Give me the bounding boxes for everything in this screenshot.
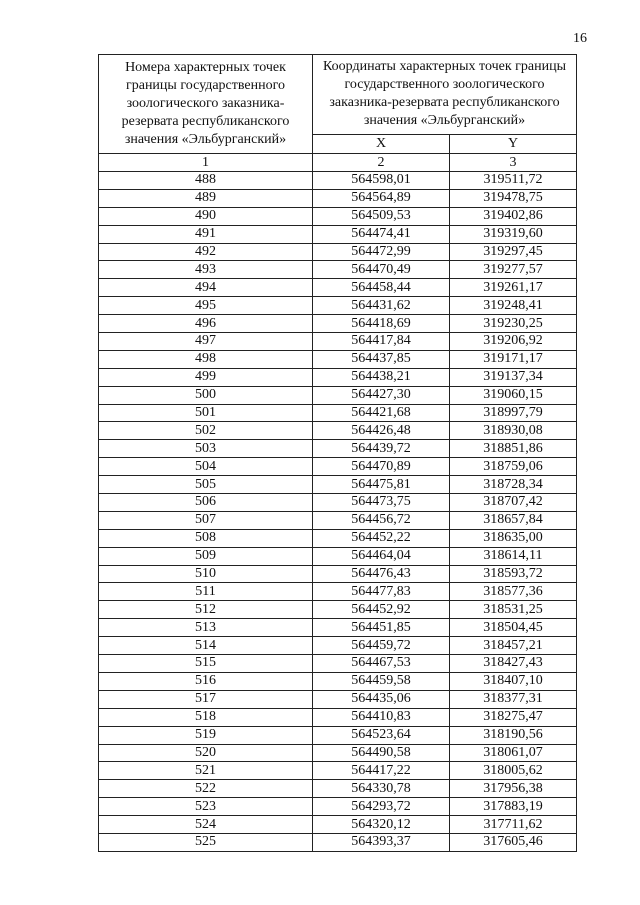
- point-number-cell: 497: [99, 333, 313, 351]
- x-coordinate-cell: 564523,64: [313, 726, 450, 744]
- table-row: [99, 422, 577, 440]
- y-coordinate-cell: 319137,34: [450, 368, 577, 386]
- table-row: [99, 297, 577, 315]
- table-row: [99, 565, 577, 583]
- table-row: [99, 458, 577, 476]
- x-coordinate-cell: 564417,22: [313, 762, 450, 780]
- point-number-cell: 504: [99, 458, 313, 476]
- y-coordinate-cell: 318851,86: [450, 440, 577, 458]
- point-number-cell: 493: [99, 261, 313, 279]
- x-coordinate-cell: 564470,49: [313, 261, 450, 279]
- table-row: [99, 368, 577, 386]
- y-coordinate-cell: 319206,92: [450, 333, 577, 351]
- y-coordinate-cell: 319230,25: [450, 315, 577, 333]
- point-number-cell: 518: [99, 708, 313, 726]
- point-number-cell: 489: [99, 189, 313, 207]
- x-coordinate-cell: 564470,89: [313, 458, 450, 476]
- x-coordinate-cell: 564598,01: [313, 172, 450, 190]
- table-row: [99, 744, 577, 762]
- point-number-cell: 520: [99, 744, 313, 762]
- table-row: [99, 494, 577, 512]
- y-coordinate-cell: 319319,60: [450, 225, 577, 243]
- table-row: [99, 243, 577, 261]
- y-coordinate-cell: 318577,36: [450, 583, 577, 601]
- y-coordinate-cell: 318427,43: [450, 655, 577, 673]
- x-coordinate-cell: 564410,83: [313, 708, 450, 726]
- point-number-cell: 500: [99, 386, 313, 404]
- table-row: [99, 708, 577, 726]
- y-coordinate-cell: 318593,72: [450, 565, 577, 583]
- y-coordinate-cell: 319478,75: [450, 189, 577, 207]
- y-coordinate-cell: 318997,79: [450, 404, 577, 422]
- point-number-cell: 491: [99, 225, 313, 243]
- point-number-cell: 521: [99, 762, 313, 780]
- point-number-cell: 515: [99, 655, 313, 673]
- table-row: [99, 655, 577, 673]
- table-row: [99, 690, 577, 708]
- table-row: [99, 404, 577, 422]
- x-coordinate-cell: 564435,06: [313, 690, 450, 708]
- point-number-cell: 495: [99, 297, 313, 315]
- point-number-cell: 513: [99, 619, 313, 637]
- y-coordinate-cell: 319171,17: [450, 350, 577, 368]
- table-body: [99, 172, 577, 852]
- point-number-cell: 505: [99, 476, 313, 494]
- point-number-cell: 503: [99, 440, 313, 458]
- point-number-cell: 499: [99, 368, 313, 386]
- x-coordinate-cell: 564473,75: [313, 494, 450, 512]
- point-number-header: Номера характерных точек границы государственного зоологического заказника-резервата республиканского значения «Эльбурганский»: [99, 55, 313, 154]
- y-coordinate-cell: 319402,86: [450, 207, 577, 225]
- y-coordinate-cell: 317883,19: [450, 798, 577, 816]
- y-coordinate-cell: 319511,72: [450, 172, 577, 190]
- point-number-cell: 498: [99, 350, 313, 368]
- point-number-cell: 502: [99, 422, 313, 440]
- x-coordinate-cell: 564467,53: [313, 655, 450, 673]
- y-coordinate-cell: 319248,41: [450, 297, 577, 315]
- point-number-cell: 512: [99, 601, 313, 619]
- point-number-cell: 525: [99, 833, 313, 851]
- point-number-cell: 517: [99, 690, 313, 708]
- table-row: [99, 780, 577, 798]
- x-coordinate-cell: 564509,53: [313, 207, 450, 225]
- column-index: 2: [313, 154, 450, 172]
- x-coordinate-cell: 564564,89: [313, 189, 450, 207]
- point-number-cell: 523: [99, 798, 313, 816]
- table-row: [99, 547, 577, 565]
- table-row: [99, 476, 577, 494]
- table-row: [99, 511, 577, 529]
- point-number-cell: 494: [99, 279, 313, 297]
- y-coordinate-cell: 318930,08: [450, 422, 577, 440]
- x-coordinate-cell: 564431,62: [313, 297, 450, 315]
- column-index: 1: [99, 154, 313, 172]
- x-coordinate-cell: 564477,83: [313, 583, 450, 601]
- point-number-cell: 507: [99, 511, 313, 529]
- y-coordinate-cell: 317956,38: [450, 780, 577, 798]
- point-number-cell: 519: [99, 726, 313, 744]
- x-coordinate-cell: 564418,69: [313, 315, 450, 333]
- table-row: [99, 529, 577, 547]
- y-coordinate-cell: 318707,42: [450, 494, 577, 512]
- x-coordinate-cell: 564293,72: [313, 798, 450, 816]
- y-coordinate-cell: 318728,34: [450, 476, 577, 494]
- point-number-cell: 496: [99, 315, 313, 333]
- table-row: [99, 798, 577, 816]
- y-coordinate-cell: 318061,07: [450, 744, 577, 762]
- point-number-cell: 508: [99, 529, 313, 547]
- x-coordinate-cell: 564476,43: [313, 565, 450, 583]
- table-row: [99, 816, 577, 834]
- point-number-cell: 490: [99, 207, 313, 225]
- x-coordinate-cell: 564490,58: [313, 744, 450, 762]
- table-row: [99, 672, 577, 690]
- table-row: [99, 637, 577, 655]
- y-coordinate-cell: 318407,10: [450, 672, 577, 690]
- y-coordinate-cell: 318457,21: [450, 637, 577, 655]
- x-coordinate-cell: 564421,68: [313, 404, 450, 422]
- y-coordinate-cell: 318190,56: [450, 726, 577, 744]
- table-row: [99, 386, 577, 404]
- y-coordinate-cell: 318614,11: [450, 547, 577, 565]
- coordinates-header: Координаты характерных точек границы государственного зоологического заказника-резервата республиканского значения «Эльбурганский»: [313, 55, 577, 135]
- table-row: [99, 189, 577, 207]
- table-row: [99, 261, 577, 279]
- table-row: [99, 172, 577, 190]
- point-number-cell: 488: [99, 172, 313, 190]
- x-coordinate-cell: 564452,22: [313, 529, 450, 547]
- x-coordinate-cell: 564426,48: [313, 422, 450, 440]
- point-number-cell: 511: [99, 583, 313, 601]
- x-coordinate-cell: 564474,41: [313, 225, 450, 243]
- x-coordinate-cell: 564417,84: [313, 333, 450, 351]
- table-row: [99, 207, 577, 225]
- table-row: [99, 350, 577, 368]
- x-coordinate-cell: 564452,92: [313, 601, 450, 619]
- point-number-cell: 514: [99, 637, 313, 655]
- table-row: [99, 315, 577, 333]
- x-coordinate-cell: 564439,72: [313, 440, 450, 458]
- x-header: X: [313, 134, 450, 153]
- y-coordinate-cell: 319277,57: [450, 261, 577, 279]
- point-number-cell: 501: [99, 404, 313, 422]
- y-coordinate-cell: 318504,45: [450, 619, 577, 637]
- point-number-cell: 506: [99, 494, 313, 512]
- table-row: [99, 833, 577, 851]
- coordinates-table: [98, 54, 577, 852]
- x-coordinate-cell: 564475,81: [313, 476, 450, 494]
- point-number-cell: 516: [99, 672, 313, 690]
- table-row: [99, 726, 577, 744]
- point-number-cell: 522: [99, 780, 313, 798]
- x-coordinate-cell: 564456,72: [313, 511, 450, 529]
- y-coordinate-cell: 318657,84: [450, 511, 577, 529]
- y-coordinate-cell: 318275,47: [450, 708, 577, 726]
- x-coordinate-cell: 564320,12: [313, 816, 450, 834]
- table-row: [99, 225, 577, 243]
- x-coordinate-cell: 564458,44: [313, 279, 450, 297]
- y-coordinate-cell: 318377,31: [450, 690, 577, 708]
- point-number-cell: 492: [99, 243, 313, 261]
- table-row: [99, 619, 577, 637]
- column-index: 3: [450, 154, 577, 172]
- table-row: [99, 333, 577, 351]
- y-coordinate-cell: 319060,15: [450, 386, 577, 404]
- x-coordinate-cell: 564393,37: [313, 833, 450, 851]
- x-coordinate-cell: 564438,21: [313, 368, 450, 386]
- table-row: [99, 279, 577, 297]
- y-coordinate-cell: 317711,62: [450, 816, 577, 834]
- x-coordinate-cell: 564459,58: [313, 672, 450, 690]
- x-coordinate-cell: 564459,72: [313, 637, 450, 655]
- table-row: [99, 601, 577, 619]
- y-coordinate-cell: 319297,45: [450, 243, 577, 261]
- x-coordinate-cell: 564472,99: [313, 243, 450, 261]
- x-coordinate-cell: 564451,85: [313, 619, 450, 637]
- column-index-row: [99, 154, 577, 172]
- x-coordinate-cell: 564437,85: [313, 350, 450, 368]
- y-coordinate-cell: 318635,00: [450, 529, 577, 547]
- y-coordinate-cell: 318005,62: [450, 762, 577, 780]
- table-row: [99, 440, 577, 458]
- point-number-cell: 510: [99, 565, 313, 583]
- y-header: Y: [450, 134, 577, 153]
- x-coordinate-cell: 564427,30: [313, 386, 450, 404]
- point-number-cell: 524: [99, 816, 313, 834]
- point-number-cell: 509: [99, 547, 313, 565]
- table-row: [99, 762, 577, 780]
- y-coordinate-cell: 319261,17: [450, 279, 577, 297]
- y-coordinate-cell: 318759,06: [450, 458, 577, 476]
- page-number: 16: [573, 31, 587, 46]
- table-row: [99, 583, 577, 601]
- x-coordinate-cell: 564330,78: [313, 780, 450, 798]
- x-coordinate-cell: 564464,04: [313, 547, 450, 565]
- y-coordinate-cell: 317605,46: [450, 833, 577, 851]
- y-coordinate-cell: 318531,25: [450, 601, 577, 619]
